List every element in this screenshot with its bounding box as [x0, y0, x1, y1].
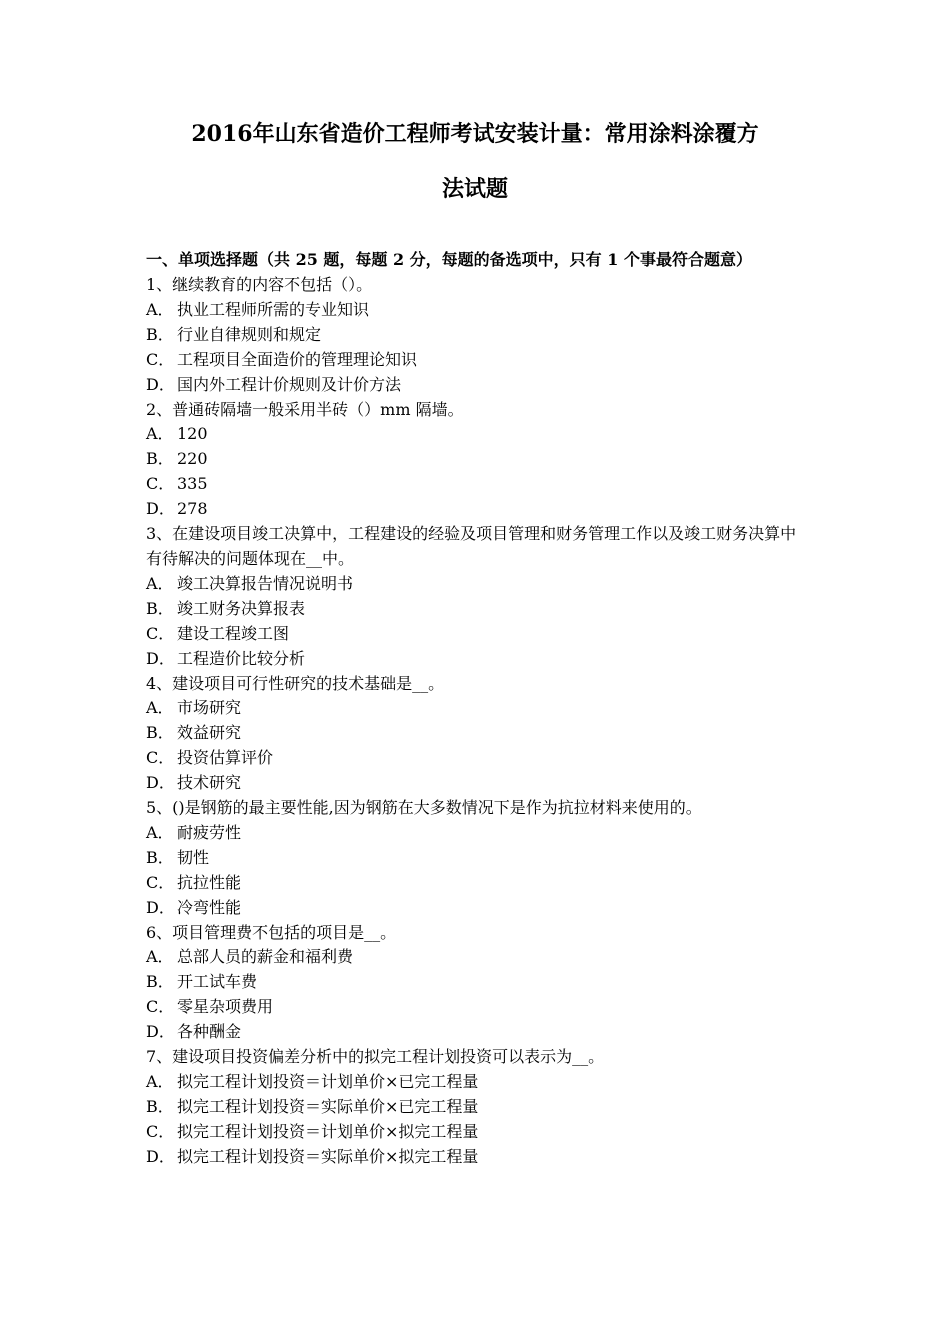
option-letter: D． [146, 773, 175, 793]
option-letter: A． [146, 947, 174, 967]
option-letter: C． [146, 997, 175, 1017]
option-text: 建设工程竣工图 [177, 623, 290, 643]
option-text: 总部人员的薪金和福利费 [177, 947, 354, 967]
answer-option [146, 846, 810, 871]
option-text: 拟完工程计划投资＝实际单价×拟完工程量 [177, 1146, 479, 1166]
option-letter: D． [146, 897, 175, 917]
answer-option [146, 647, 810, 672]
question-stem: 1、继续教育的内容不包括（）。 [146, 275, 373, 294]
question-stem: 5、()是钢筋的最主要性能,因为钢筋在大多数情况下是作为抗拉材料来使用的。 [146, 798, 702, 818]
option-letter: C． [146, 1121, 175, 1141]
option-letter: D． [146, 1146, 175, 1166]
option-letter: B． [146, 324, 174, 344]
answer-option [146, 348, 810, 373]
answer-option [146, 422, 810, 447]
option-letter: C． [146, 623, 175, 643]
answer-option [146, 721, 810, 746]
option-text: 工程造价比较分析 [177, 648, 306, 668]
answer-option [146, 1095, 810, 1120]
answer-option [146, 995, 810, 1020]
option-letter: A． [146, 573, 174, 593]
option-letter: D． [146, 374, 175, 394]
option-text: 278 [177, 499, 208, 519]
answer-option [146, 1070, 810, 1095]
option-letter: B． [146, 449, 174, 469]
page-title-line-2: 法试题 [441, 176, 508, 202]
question-stem: 3、在建设项目竣工决算中，工程建设的经验及项目管理和财务管理工作以及竣工财务决算中有待解决的问题体现在__中。 [146, 524, 797, 568]
option-text: 竣工财务决算报表 [177, 598, 306, 618]
answer-option [146, 1145, 810, 1170]
question-stem: 6、项目管理费不包括的项目是__。 [146, 922, 397, 942]
answer-option [146, 373, 810, 398]
answer-option [146, 1020, 810, 1045]
option-text: 效益研究 [177, 723, 242, 743]
answer-option [146, 771, 810, 796]
answer-option [146, 323, 810, 348]
option-letter: B． [146, 972, 174, 992]
option-text: 投资估算评价 [177, 748, 274, 768]
question-stem: 2、普通砖隔墙一般采用半砖（）mm 隔墙。 [146, 399, 464, 419]
option-text: 工程项目全面造价的管理理论知识 [177, 349, 418, 369]
page-title-line-1: 2016年山东省造价工程师考试安装计量：常用涂料涂覆方 [191, 121, 759, 147]
option-text: 耐疲劳性 [177, 822, 242, 842]
option-letter: C． [146, 872, 175, 892]
section-heading: 一、单项选择题（共 25 题，每题 2 分，每题的备选项中，只有 1 个事最符合题意） [146, 250, 752, 269]
answer-option [146, 746, 810, 771]
answer-option [146, 945, 810, 970]
option-letter: A． [146, 424, 174, 444]
option-text: 拟完工程计划投资＝实际单价×已完工程量 [177, 1096, 479, 1116]
option-text: 220 [177, 449, 208, 469]
answer-option [146, 821, 810, 846]
answer-option [146, 896, 810, 921]
option-letter: D． [146, 1022, 175, 1042]
option-letter: C． [146, 748, 175, 768]
option-letter: A． [146, 822, 174, 842]
option-text: 市场研究 [177, 698, 242, 718]
answer-option [146, 1120, 810, 1145]
option-letter: B． [146, 723, 174, 743]
option-text: 拟完工程计划投资＝计划单价×拟完工程量 [177, 1121, 479, 1141]
answer-option [146, 871, 810, 896]
question-stem: 4、建设项目可行性研究的技术基础是__。 [146, 673, 445, 693]
option-text: 技术研究 [177, 773, 242, 793]
option-text: 各种酬金 [177, 1022, 242, 1042]
option-letter: B． [146, 598, 174, 618]
answer-option [146, 970, 810, 995]
answer-option [146, 472, 810, 497]
option-text: 国内外工程计价规则及计价方法 [177, 374, 402, 394]
option-text: 行业自律规则和规定 [177, 324, 322, 344]
option-text: 抗拉性能 [177, 872, 242, 892]
option-text: 执业工程师所需的专业知识 [177, 299, 370, 319]
option-letter: D． [146, 648, 175, 668]
option-letter: C． [146, 474, 175, 494]
answer-option [146, 572, 810, 597]
document-body [146, 248, 810, 1170]
option-letter: C． [146, 349, 175, 369]
option-letter: D． [146, 499, 175, 519]
option-text: 335 [177, 474, 208, 494]
option-text: 120 [177, 424, 208, 444]
option-letter: B． [146, 1096, 174, 1116]
option-letter: B． [146, 847, 174, 867]
answer-option [146, 497, 810, 522]
question-list [146, 273, 810, 1170]
option-text: 冷弯性能 [177, 897, 242, 917]
answer-option [146, 447, 810, 472]
option-text: 开工试车费 [177, 972, 258, 992]
option-text: 韧性 [177, 847, 210, 867]
question-stem: 7、建设项目投资偏差分析中的拟完工程计划投资可以表示为__。 [146, 1047, 605, 1067]
option-letter: A． [146, 299, 174, 319]
answer-option [146, 696, 810, 721]
option-letter: A． [146, 698, 174, 718]
option-text: 拟完工程计划投资＝计划单价×已完工程量 [177, 1072, 479, 1091]
answer-option [146, 597, 810, 622]
option-text: 竣工决算报告情况说明书 [177, 573, 354, 593]
option-letter: A． [146, 1072, 174, 1091]
option-text: 零星杂项费用 [177, 997, 274, 1017]
answer-option [146, 622, 810, 647]
answer-option [146, 298, 810, 323]
